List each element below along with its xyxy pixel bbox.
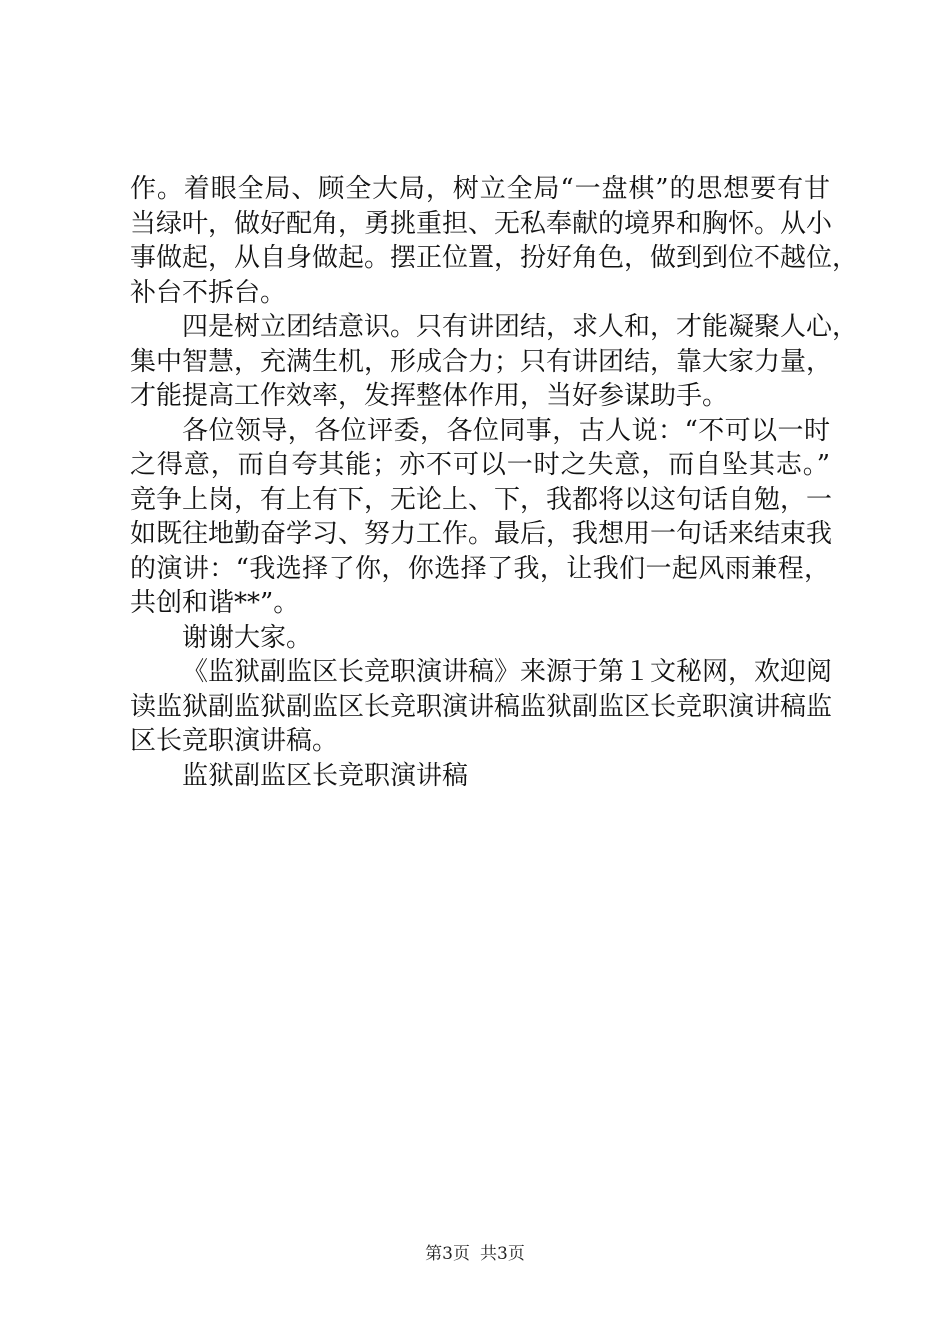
- text-line: 的演讲：“我选择了你，你选择了我，让我们一起风雨兼程，: [130, 553, 830, 584]
- text-line: 之得意，而自夸其能；亦不可以一时之失意，而自坠其志。”: [130, 450, 830, 480]
- text-line: 谢谢大家。: [182, 622, 313, 653]
- document-body: [130, 172, 859, 793]
- text-line: 四是树立团结意识。只有讲团结，求人和，才能凝聚人心，: [182, 312, 859, 342]
- paragraph: [130, 172, 859, 310]
- text-line: 各位领导，各位评委，各位同事，古人说：“不可以一时: [182, 415, 830, 446]
- text-line: 如既往地勤奋学习、努力工作。最后，我想用一句话来结束我: [130, 519, 833, 549]
- text-line: 区长竞职演讲稿。: [130, 726, 339, 756]
- text-line: 事做起，从自身做起。摆正位置，扮好角色，做到到位不越位，: [130, 243, 859, 273]
- paragraph: [130, 621, 830, 656]
- page-number: 第3页: [425, 1244, 470, 1264]
- text-line: 竞争上岗，有上有下，无论上、下，我都将以这句话自勉，一: [130, 484, 833, 515]
- paragraph: [130, 655, 833, 759]
- text-line: 读监狱副监狱副监区长竞职演讲稿监狱副监区长竞职演讲稿监: [130, 691, 833, 722]
- paragraph: [130, 759, 830, 794]
- paragraph: [130, 310, 859, 414]
- text-line: 监狱副监区长竞职演讲稿: [182, 760, 469, 791]
- text-line: 集中智慧，充满生机，形成合力；只有讲团结，靠大家力量，: [130, 346, 833, 377]
- text-line: 共创和谐**”。: [130, 588, 300, 618]
- paragraph: [130, 414, 833, 621]
- page-footer: [0, 1244, 950, 1264]
- text-line: 《监狱副监区长竞职演讲稿》来源于第１文秘网，欢迎阅: [182, 657, 833, 687]
- page-total: 共3页: [480, 1244, 525, 1264]
- text-line: 作。着眼全局、顾全大局，树立全局“一盘棋”的思想要有甘: [130, 174, 830, 204]
- text-line: 才能提高工作效率，发挥整体作用，当好参谋助手。: [130, 381, 729, 411]
- text-line: 补台不拆台。: [130, 277, 287, 308]
- text-line: 当绿叶，做好配角，勇挑重担、无私奉献的境界和胸怀。从小: [130, 208, 833, 239]
